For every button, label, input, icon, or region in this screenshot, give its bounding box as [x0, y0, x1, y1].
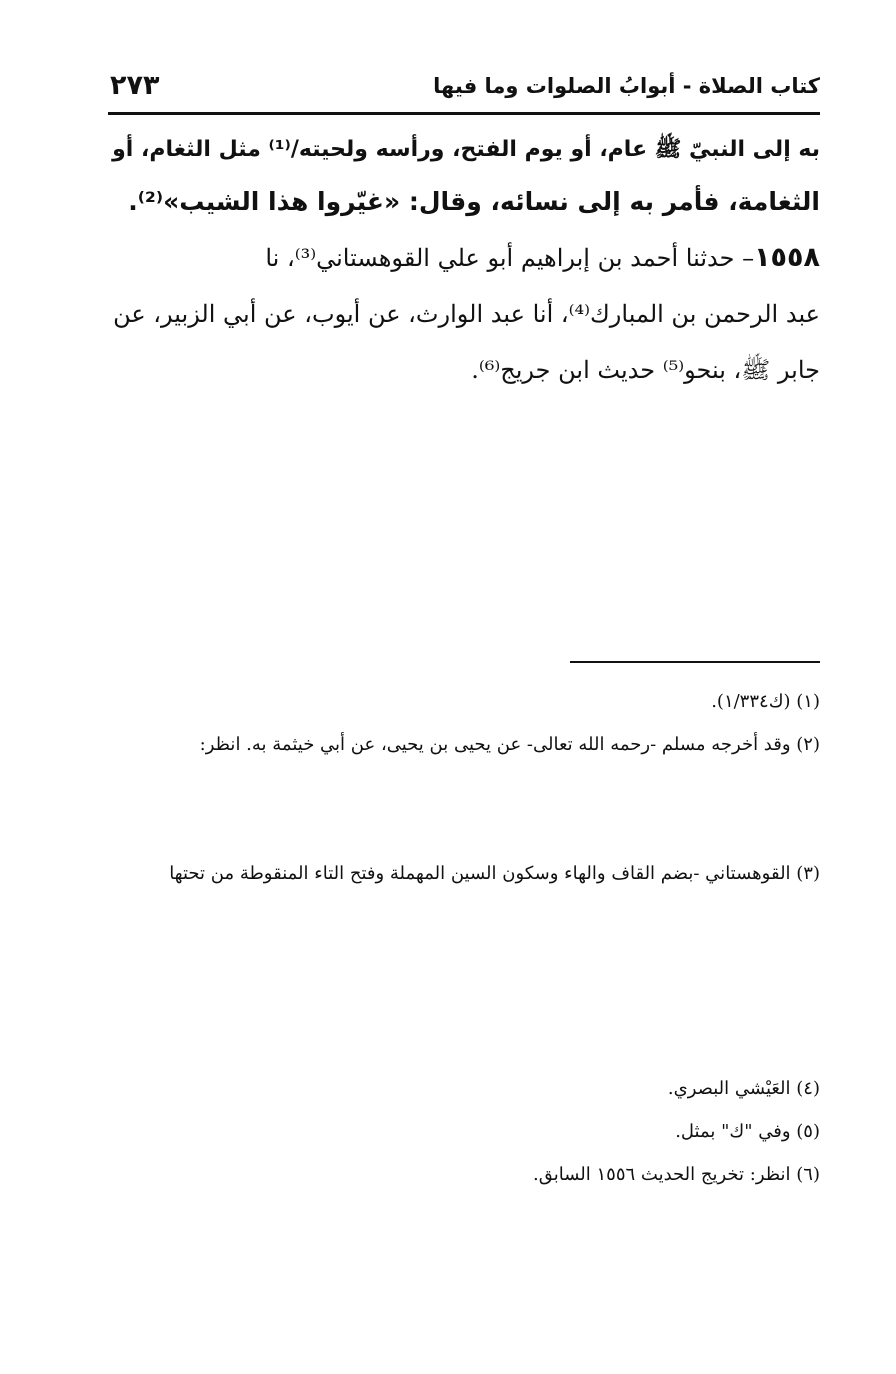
- running-title: كتاب الصلاة - أبوابُ الصلوات وما فيها: [433, 74, 820, 98]
- text-line: جابر ﷺ، بنحو⁽⁵⁾ حديث ابن جريج⁽⁶⁾.: [471, 356, 820, 384]
- footnote-2: [108, 723, 820, 852]
- text-line: عبد الرحمن بن المبارك⁽⁴⁾، أنا عبد الوارث، عن أيوب، عن أبي الزبير، عن: [113, 300, 820, 328]
- footnote-line: (٦) انظر: تخريج الحديث ١٥٥٦ السابق.: [533, 1164, 820, 1185]
- footnote-line: [108, 809, 820, 852]
- footnote-line: [108, 766, 820, 809]
- footnote-line: [108, 1024, 820, 1067]
- main-text: [106, 124, 820, 398]
- footnote-separator: [570, 661, 820, 663]
- header-rule: [108, 112, 820, 115]
- text-line: به إلى النبيّ ﷺ عام، أو يوم الفتح، ورأسه ولحيته/⁽¹⁾ مثل الثغام، أو: [112, 137, 820, 162]
- footnote-3: [108, 852, 820, 1067]
- footnote-line: (٤) العَيْشي البصري.: [667, 1078, 820, 1099]
- footnote-line: [108, 895, 820, 938]
- footnote-6: [108, 1153, 820, 1196]
- page-header: [108, 66, 820, 110]
- footnote-5: [108, 1110, 820, 1153]
- hadith-first-line: – حدثنا أحمد بن إبراهيم أبو علي القوهستاني⁽³⁾، نا: [265, 244, 755, 272]
- footnote-line: [108, 981, 820, 1024]
- continuation-paragraph: [106, 124, 820, 228]
- hadith-number: ١٥٥٨: [754, 242, 820, 273]
- page-number: ٢٧٣: [110, 70, 160, 101]
- footnote-line: (٣) القوهستاني -بضم القاف والهاء وسكون السين المهملة وفتح التاء المنقوطة من تحتها: [169, 863, 820, 884]
- footnote-line: (٥) وفي "ك" بمثل.: [675, 1121, 820, 1142]
- text-line: [106, 230, 820, 286]
- footnotes: [108, 680, 820, 1196]
- footnote-4: [108, 1067, 820, 1110]
- footnote-1: [108, 680, 820, 723]
- footnote-line: [108, 938, 820, 981]
- footnote-line: (٢) وقد أخرجه مسلم -رحمه الله تعالى- عن يحيى بن يحيى، عن أبي خيثمة به. انظر:: [199, 734, 820, 755]
- hadith-paragraph: [106, 230, 820, 398]
- footnote-line: (١) (ك١/٣٣٤).: [711, 691, 820, 712]
- text-line: الثغامة، فأمر به إلى نسائه، وقال: «غيّروا هذا الشيب»⁽²⁾.: [128, 187, 820, 216]
